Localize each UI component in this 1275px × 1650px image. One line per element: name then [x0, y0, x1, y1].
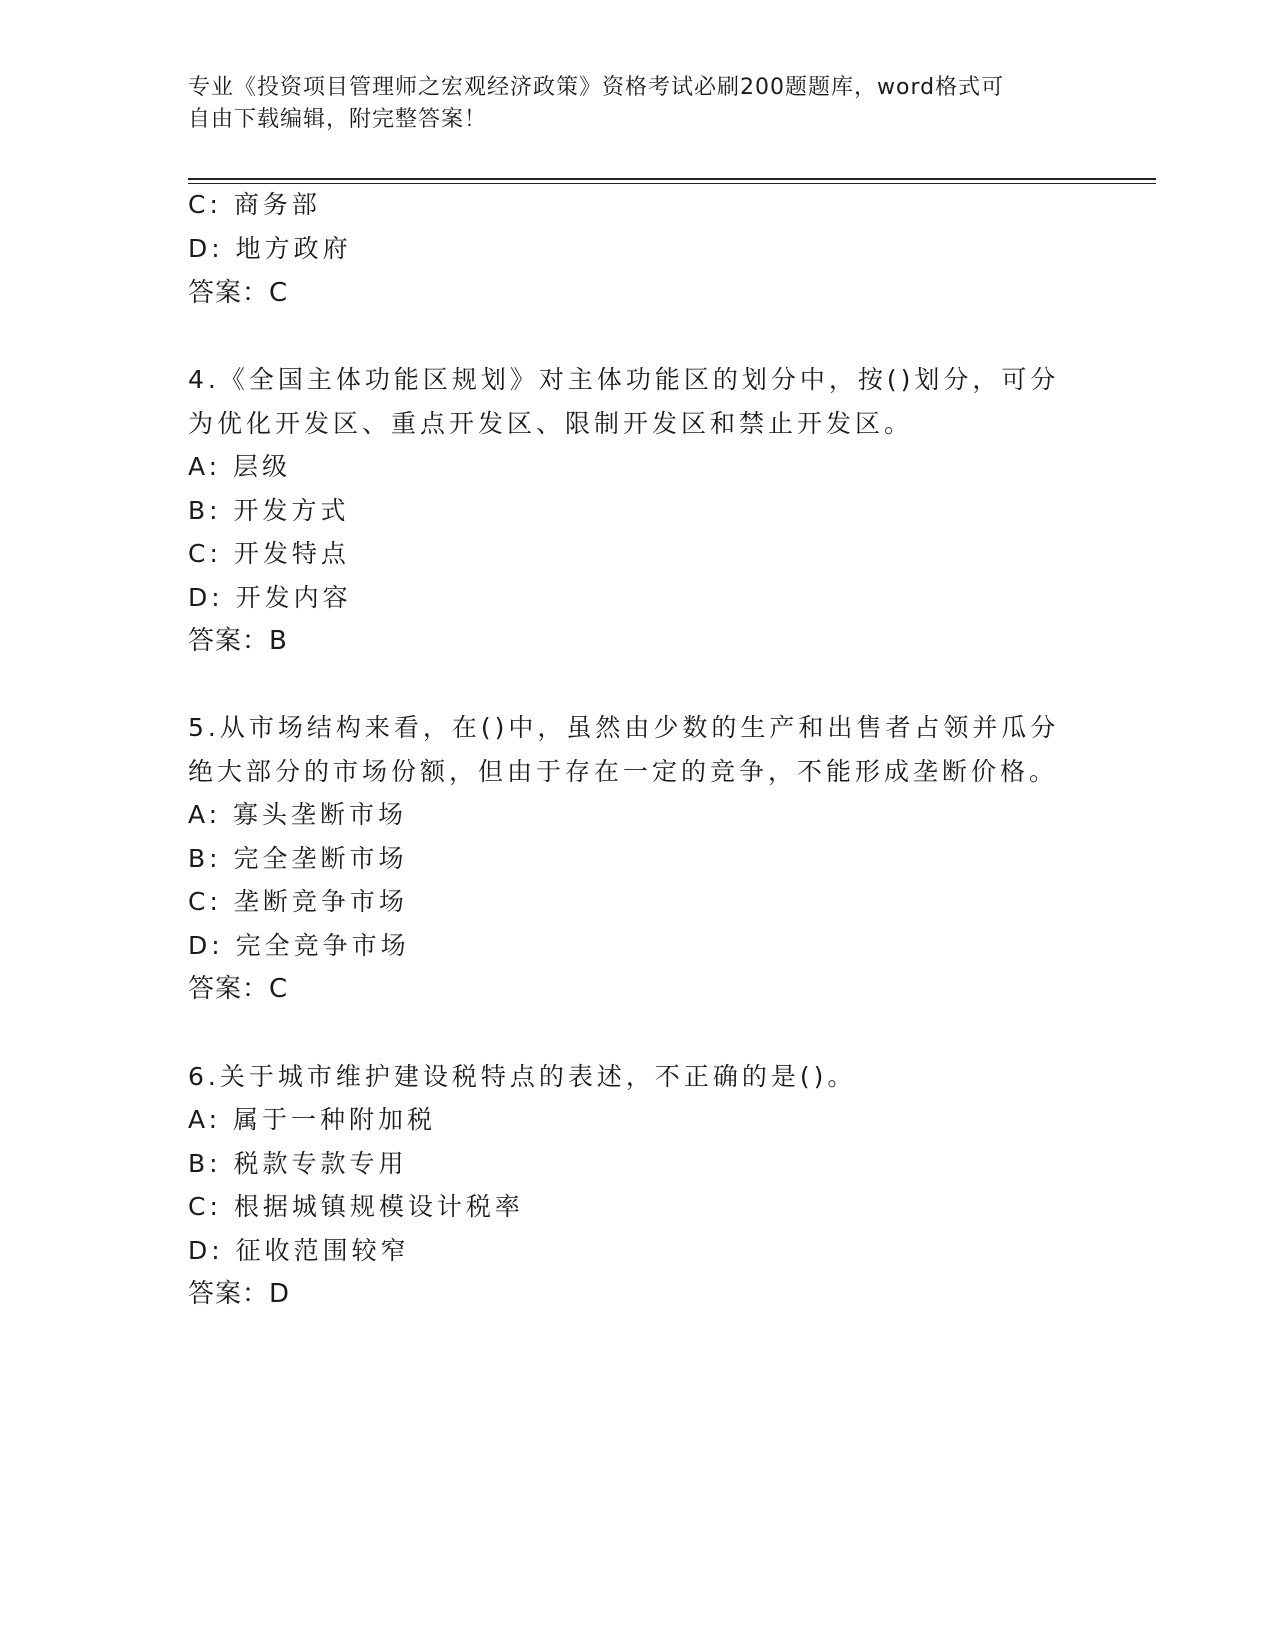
q5-option-a: A: 寡头垄断市场	[188, 800, 408, 829]
q6-option-b: B: 税款专款专用	[188, 1149, 408, 1178]
q5-stem-line-2: 绝大部分的市场份额，但由于存在一定的竞争，不能形成垄断价格。	[188, 757, 1059, 786]
q5-option-b: B: 完全垄断市场	[188, 844, 408, 873]
header-title-line-2: 自由下载编辑，附完整答案！	[188, 107, 488, 132]
header-title-line-1: 专业《投资项目管理师之宏观经济政策》资格考试必刷200题题库，word格式可	[188, 75, 1005, 100]
q4-stem-line-2: 为优化开发区、重点开发区、限制开发区和禁止开发区。	[188, 409, 914, 438]
q4-answer: 答案：B	[188, 626, 288, 656]
q4-option-c: C: 开发特点	[188, 539, 350, 568]
q4-stem-line-1: 4.《全国主体功能区规划》对主体功能区的划分中，按()划分，可分	[188, 365, 1060, 394]
q6-option-a: A: 属于一种附加税	[188, 1105, 437, 1134]
q6-option-c: C: 根据城镇规模设计税率	[188, 1192, 524, 1221]
header-divider-thin	[188, 183, 1156, 184]
q3-option-d: D: 地方政府	[188, 234, 352, 263]
q6-answer: 答案：D	[188, 1279, 291, 1309]
q5-option-d: D: 完全竞争市场	[188, 931, 410, 960]
q4-option-b: B: 开发方式	[188, 496, 350, 525]
q6-stem-line-1: 6.关于城市维护建设税特点的表述，不正确的是()。	[188, 1062, 857, 1091]
q5-stem-line-1: 5.从市场结构来看，在()中，虽然由少数的生产和出售者占领并瓜分	[188, 713, 1060, 742]
q4-option-a: A: 层级	[188, 452, 292, 481]
header-divider-thick	[188, 178, 1156, 180]
q3-option-c: C: 商务部	[188, 190, 321, 219]
page-header	[188, 72, 1068, 136]
q4-option-d: D: 开发内容	[188, 583, 352, 612]
q6-option-d: D: 征收范围较窄	[188, 1236, 410, 1265]
q5-answer: 答案：C	[188, 974, 289, 1004]
q3-answer: 答案：C	[188, 278, 289, 308]
q5-option-c: C: 垄断竞争市场	[188, 887, 408, 916]
